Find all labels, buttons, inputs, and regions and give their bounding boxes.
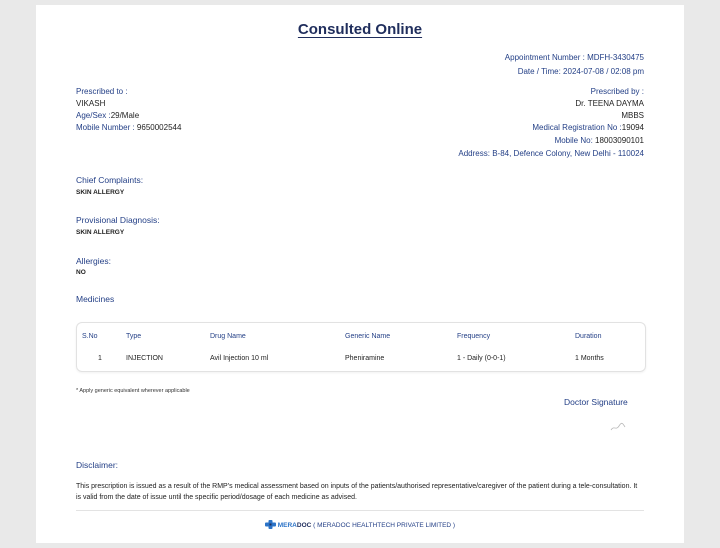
allergies-value: NO xyxy=(76,269,86,276)
col-header-drug-name: Drug Name xyxy=(210,333,246,340)
medicines-label: Medicines xyxy=(76,294,115,304)
signature-scribble-icon xyxy=(610,422,626,432)
table-cell-drug-name: Avil Injection 10 ml xyxy=(210,355,269,362)
patient-name: VIKASH xyxy=(76,99,106,108)
allergies-label: Allergies: xyxy=(76,256,111,266)
doctor-degree: MBBS xyxy=(621,111,644,120)
table-cell-duration: 1 Months xyxy=(575,355,604,362)
medicines-table xyxy=(76,322,646,372)
footer xyxy=(36,520,684,529)
col-header-generic-name: Generic Name xyxy=(345,333,391,340)
footer-company: ( MERADOC HEALTHTECH PRIVATE LIMITED ) xyxy=(313,522,456,529)
generic-equivalent-note: * Apply generic equivalent wherever applicable xyxy=(76,388,190,394)
doctor-registration: Medical Registration No :19094 xyxy=(532,123,644,132)
col-header-type: Type xyxy=(126,333,142,340)
doctor-name: Dr. TEENA DAYMA xyxy=(575,99,644,108)
meradoc-logo-icon xyxy=(265,520,276,529)
table-cell-frequency: 1 - Daily (0-0-1) xyxy=(457,355,506,362)
footer-brand: MERADOC xyxy=(277,522,312,529)
appointment-datetime: Date / Time: 2024-07-08 / 02:08 pm xyxy=(517,67,644,76)
provisional-diagnosis-label: Provisional Diagnosis: xyxy=(76,215,160,225)
table-cell-type: INJECTION xyxy=(126,355,163,362)
doctor-signature-label: Doctor Signature xyxy=(564,397,628,407)
table-cell-generic-name: Pheniramine xyxy=(345,355,385,362)
page-title: Consulted Online xyxy=(297,21,423,38)
disclaimer-text: This prescription is issued as a result of the RMP's medical assessment based on inputs of the patients/authorised representative/caregiver of the patient during a tele-consultation. It is valid from the date of issue until the specific period/dosage of each medicine as advised. xyxy=(76,483,638,501)
footer-divider xyxy=(76,510,644,511)
col-header-sno: S.No xyxy=(82,333,98,340)
appointment-number: Appointment Number : MDFH-3430475 xyxy=(504,53,644,62)
prescription-page xyxy=(36,5,684,543)
patient-mobile: Mobile Number : 9650002544 xyxy=(76,123,182,132)
chief-complaints-label: Chief Complaints: xyxy=(76,175,144,185)
prescribed-to-heading: Prescribed to : xyxy=(76,87,128,96)
provisional-diagnosis-value: SKIN ALLERGY xyxy=(76,229,125,236)
patient-age-sex: Age/Sex :29/Male xyxy=(76,111,140,120)
prescribed-by-heading: Prescribed by : xyxy=(590,87,644,96)
col-header-frequency: Frequency xyxy=(457,333,491,340)
chief-complaints-value: SKIN ALLERGY xyxy=(76,189,125,196)
doctor-address: Address: B-84, Defence Colony, New Delhi - 110024 xyxy=(458,149,644,158)
disclaimer-label: Disclaimer: xyxy=(76,460,119,470)
doctor-mobile: Mobile No: 18003090101 xyxy=(554,136,644,145)
col-header-duration: Duration xyxy=(575,333,602,340)
table-cell-sno: 1 xyxy=(98,355,102,362)
